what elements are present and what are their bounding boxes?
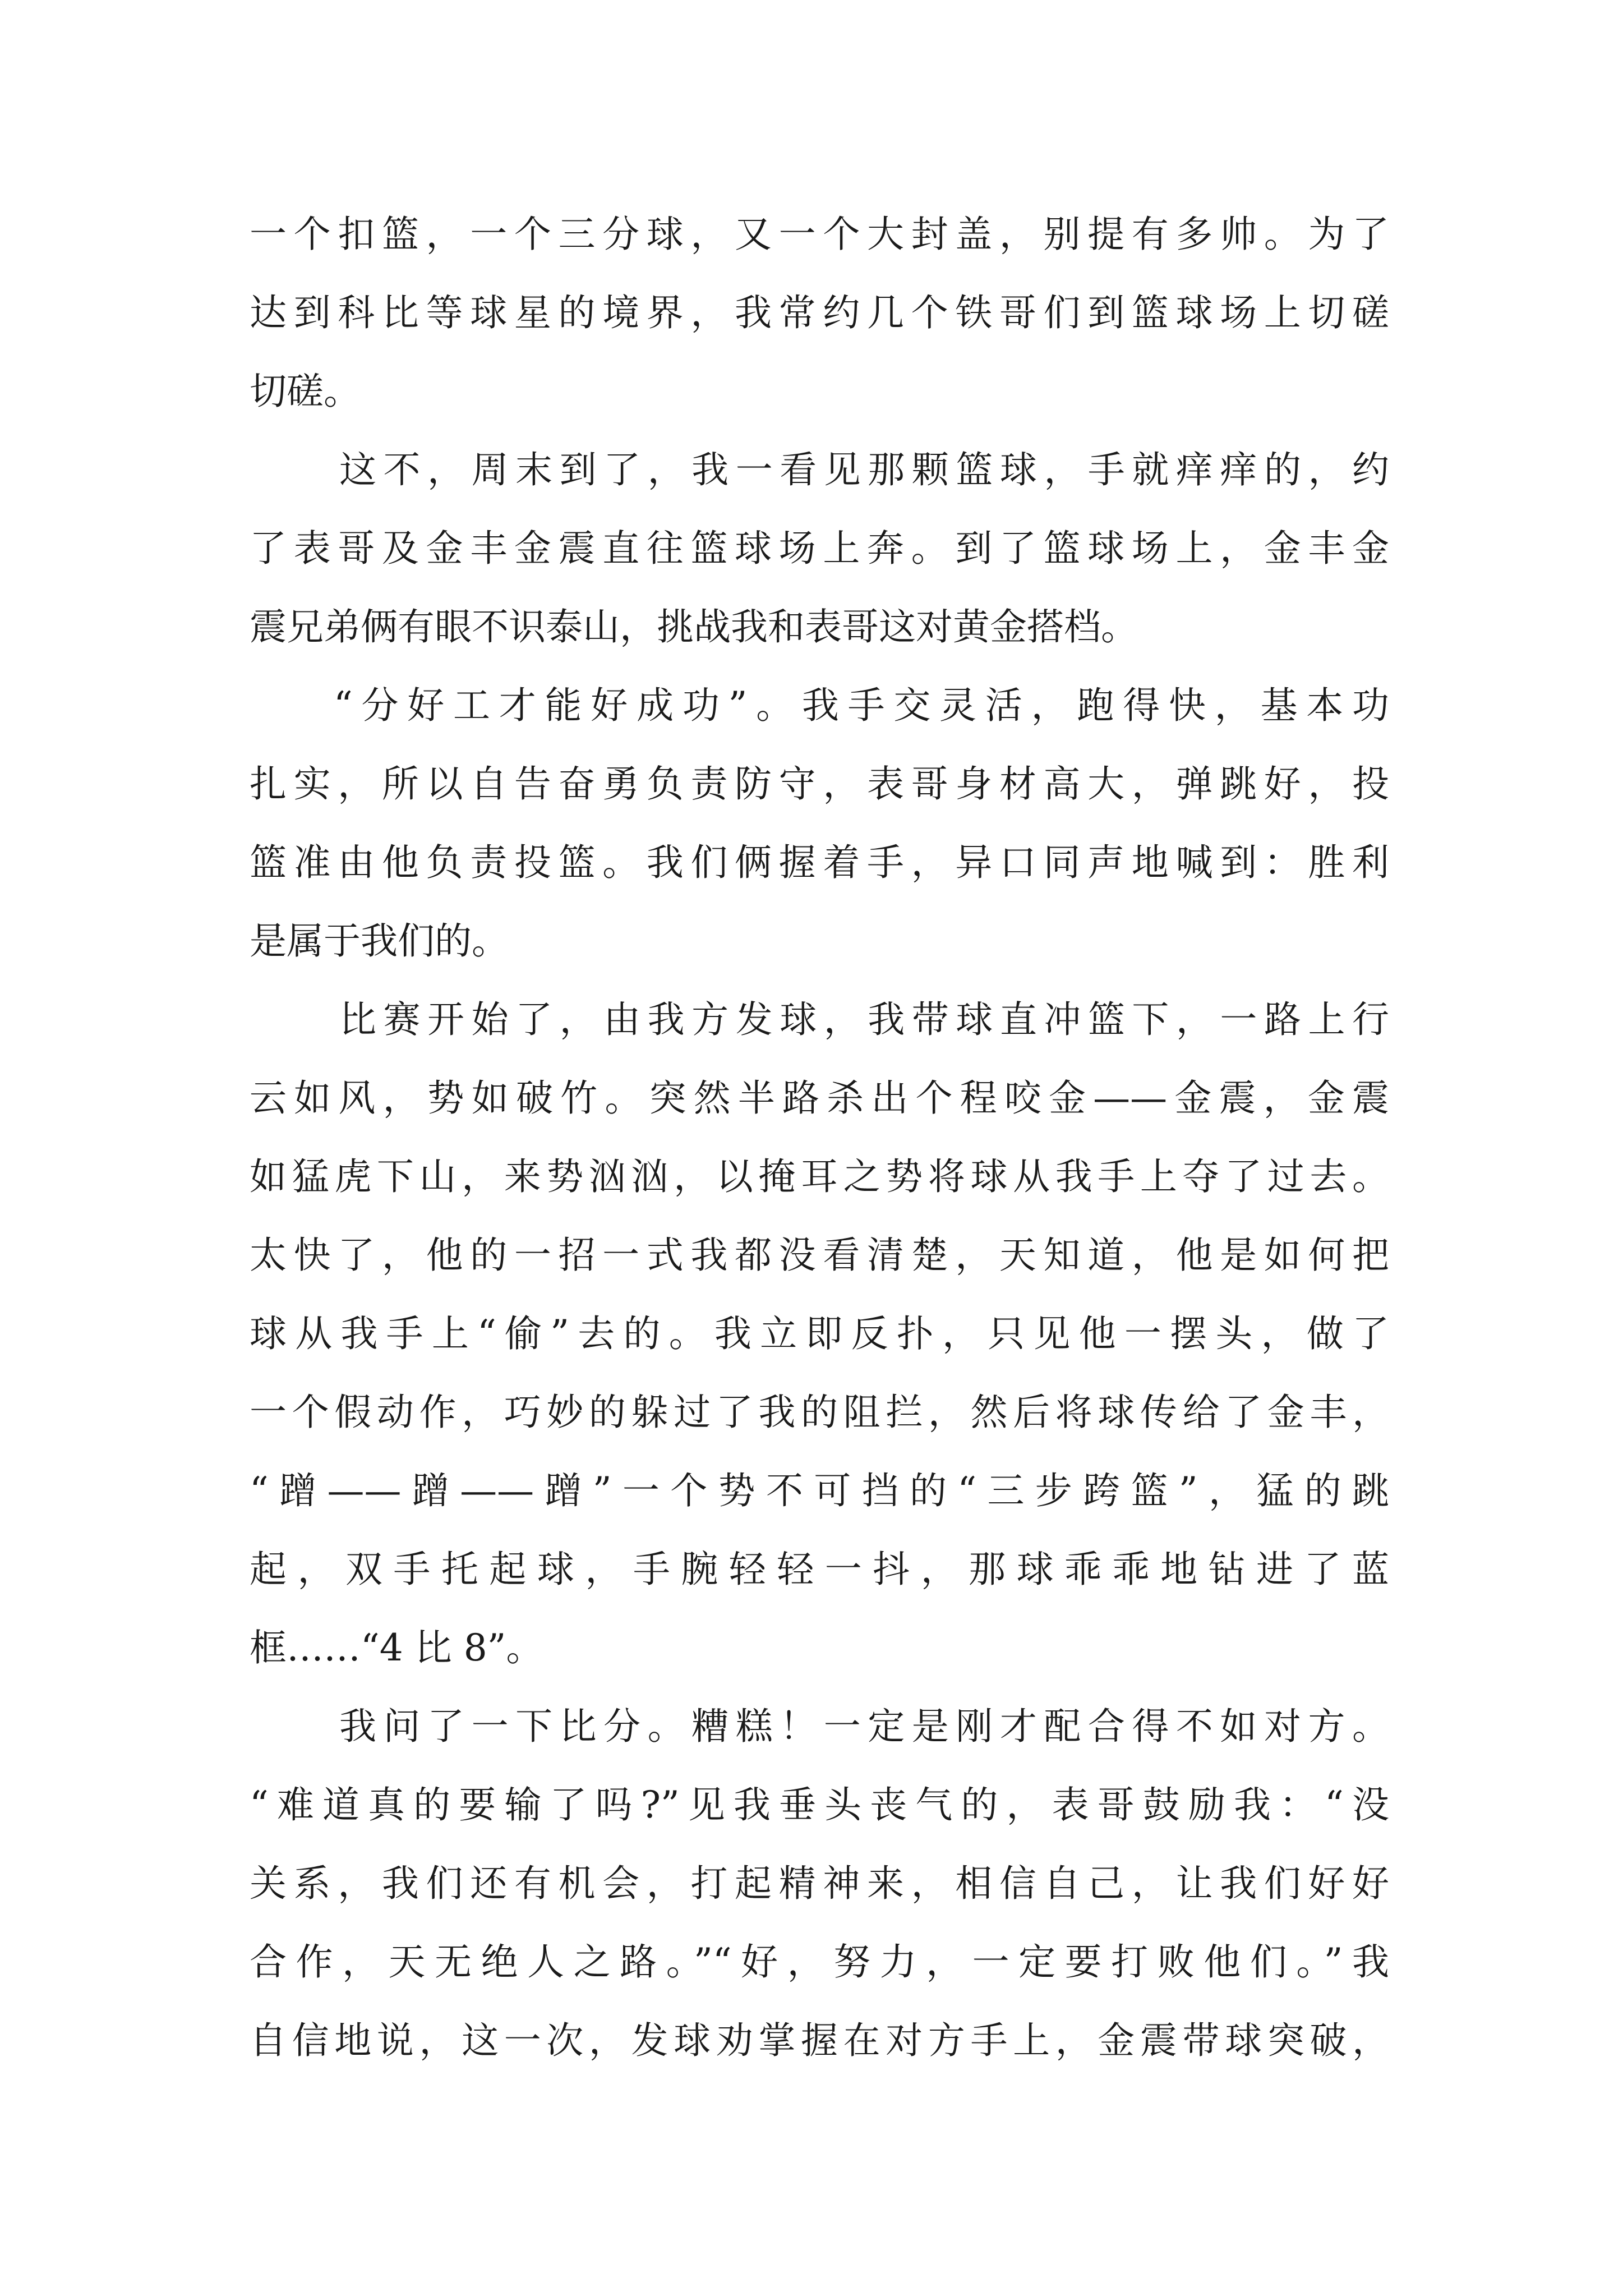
text-line: 起，双手托起球，手腕轻轻一抖，那球乖乖地钻进了蓝 xyxy=(250,1548,1389,1591)
text-line: 合作，天无绝人之路。”“好，努力，一定要打败他们。”我 xyxy=(250,1940,1389,1984)
text-line: 球从我手上“偷”去的。我立即反扑，只见他一摆头，做了 xyxy=(250,1312,1389,1355)
text-line: 自信地说，这一次，发球劝掌握在对方手上，金震带球突破， xyxy=(250,2019,1389,2062)
text-line: 一个扣篮，一个三分球，又一个大封盖，别提有多帅。为了 xyxy=(250,213,1389,256)
text-line: “难道真的要输了吗?”见我垂头丧气的，表哥鼓励我：“没 xyxy=(250,1783,1389,1826)
text-line: 扎实，所以自告奋勇负责防守，表哥身材高大，弹跳好，投 xyxy=(250,762,1389,806)
text-line: “分好工才能好成功”。我手交灵活，跑得快，基本功 xyxy=(334,684,1389,727)
text-line: 如猛虎下山，来势汹汹，以掩耳之势将球从我手上夺了过去。 xyxy=(250,1155,1389,1198)
text-line: 这不，周末到了，我一看见那颗篮球，手就痒痒的，约 xyxy=(339,448,1389,491)
text-line: 关系，我们还有机会，打起精神来，相信自己，让我们好好 xyxy=(250,1862,1389,1905)
text-line: 震兄弟俩有眼不识泰山，挑战我和表哥这对黄金搭档。 xyxy=(250,605,1138,648)
text-line: 云如风，势如破竹。突然半路杀出个程咬金——金震，金震 xyxy=(250,1076,1389,1120)
text-line: 了表哥及金丰金震直往篮球场上奔。到了篮球场上，金丰金 xyxy=(250,527,1389,570)
text-line: 框……“4 比 8”。 xyxy=(250,1626,543,1669)
text-line: 达到科比等球星的境界，我常约几个铁哥们到篮球场上切磋 xyxy=(250,291,1389,334)
body-text xyxy=(250,195,1389,2080)
text-line: 篮准由他负责投篮。我们俩握着手，异口同声地喊到：胜利 xyxy=(250,841,1389,884)
text-line: 一个假动作，巧妙的躲过了我的阻拦，然后将球传给了金丰， xyxy=(250,1391,1389,1434)
text-line: “蹭——蹭——蹭”一个势不可挡的“三步跨篮”，猛的跳 xyxy=(250,1469,1389,1512)
text-line: 比赛开始了，由我方发球，我带球直冲篮下，一路上行 xyxy=(339,998,1389,1041)
text-line: 切磋。 xyxy=(250,370,361,413)
text-line: 我问了一下比分。糟糕！一定是刚才配合得不如对方。 xyxy=(339,1705,1389,1748)
text-line: 是属于我们的。 xyxy=(250,919,509,963)
text-line: 太快了，他的一招一式我都没看清楚，天知道，他是如何把 xyxy=(250,1234,1389,1277)
